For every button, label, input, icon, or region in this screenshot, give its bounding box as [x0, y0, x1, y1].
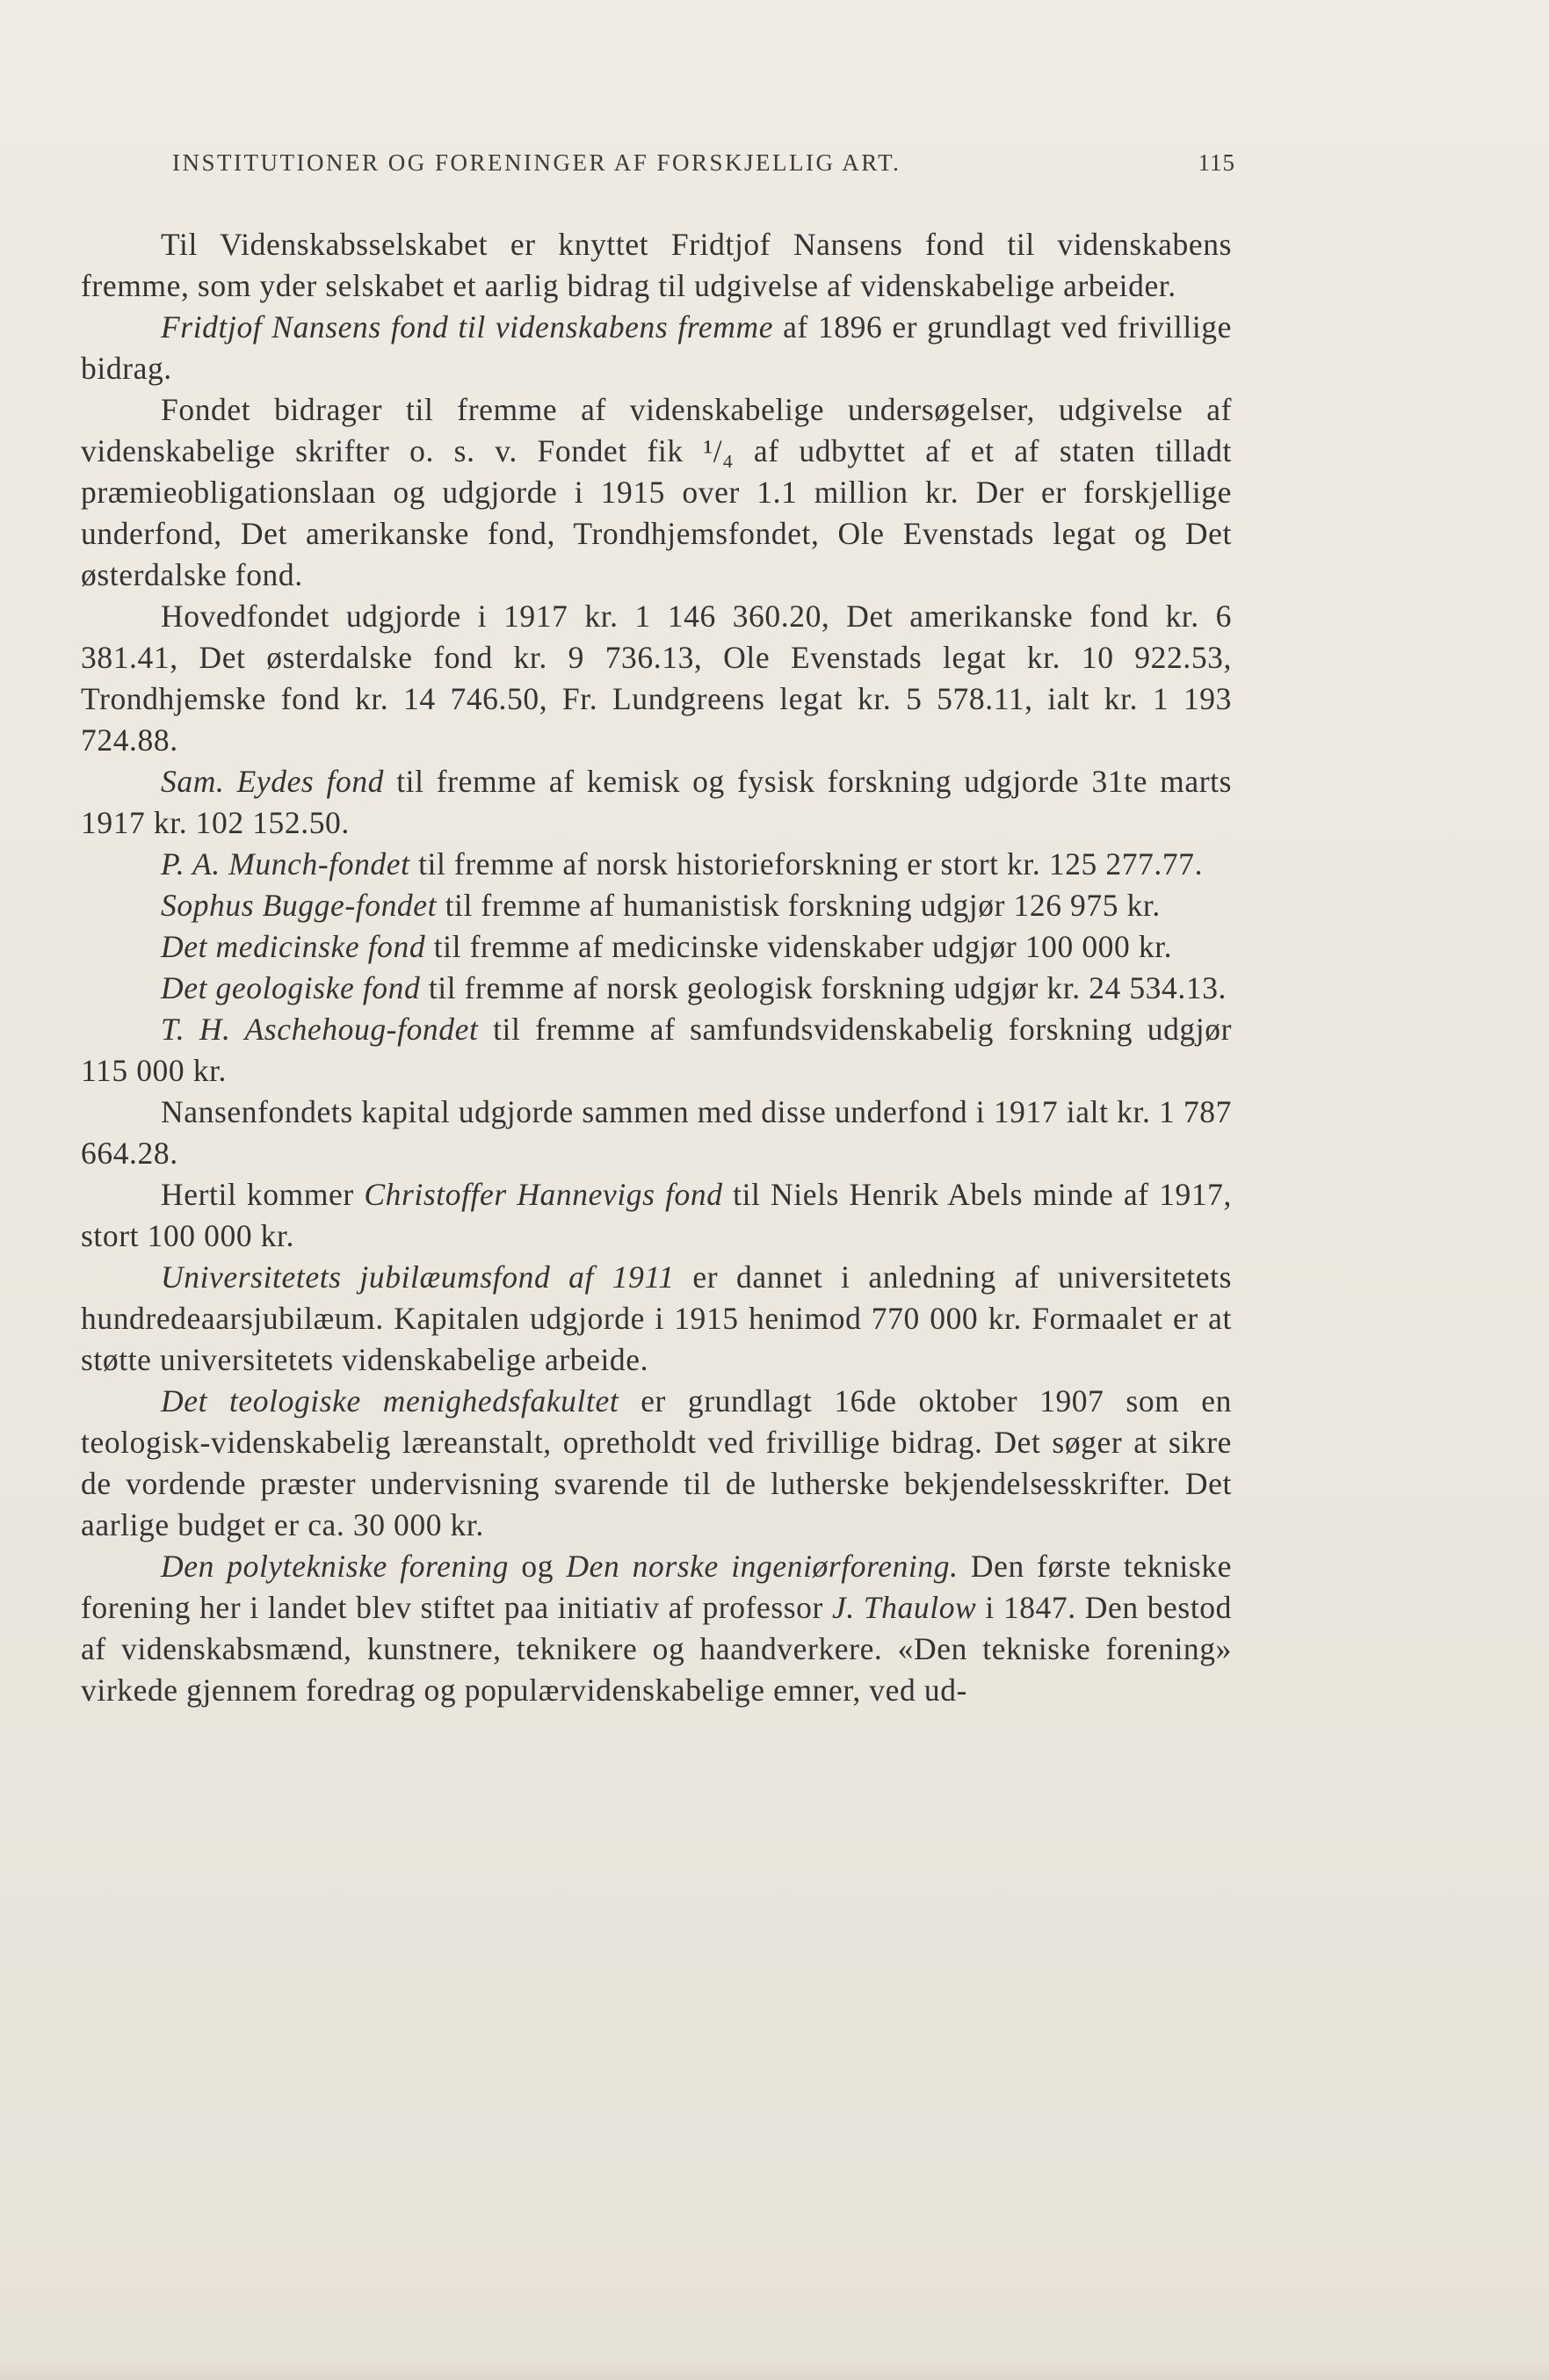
text-run: af 1896 er grundlagt ved frivillige bidrag. [81, 309, 1232, 386]
italic-text: Det teologiske menighedsfakultet [161, 1383, 619, 1419]
paragraph [81, 1009, 1232, 1092]
text-run: til fremme af norsk historieforskning er stort kr. 125 277.77. [409, 846, 1204, 882]
text-run: i 1847. Den bestod af videnskabsmænd, kunstnere, teknikere og haandverkere. «Den tekniske forening» virkede gjennem foredrag og populærvidenskabelige emner, ved ud- [81, 1590, 1232, 1708]
italic-text: Sam. Eydes fond [161, 764, 385, 799]
text-run: Nansenfondets kapital udgjorde sammen med disse underfond i 1917 ialt kr. 1 787 664.28. [81, 1094, 1232, 1171]
page-edge-shadow [0, 2361, 1549, 2380]
paragraph [81, 389, 1232, 596]
italic-text: Fridtjof Nansens fond til videnskabens fremme [161, 309, 774, 345]
italic-text: Det medicinske fond [161, 929, 426, 964]
text-run: til fremme af medicinske videnskaber udgjør 100 000 kr. [425, 929, 1173, 964]
italic-text: T. H. Aschehoug-fondet [161, 1012, 479, 1047]
paragraph [81, 885, 1232, 926]
italic-text: Christoffer Hannevigs fond [364, 1177, 723, 1212]
text-run: til fremme af samfundsvidenskabelig forskning udgjør 115 000 kr. [81, 1012, 1233, 1088]
italic-text: Universitetets jubilæumsfond af 1911 [161, 1259, 675, 1295]
italic-text: J. Thaulow [831, 1590, 977, 1625]
italic-text: Det geologiske fond [161, 970, 421, 1005]
paragraph [81, 1092, 1232, 1174]
text-run: og [509, 1549, 567, 1584]
italic-text: Den norske ingeniørforening. [566, 1549, 959, 1584]
paragraph [81, 761, 1232, 844]
paragraph [81, 1381, 1232, 1546]
running-title: INSTITUTIONER OG FORENINGER AF FORSKJELLIG ART. [172, 149, 901, 176]
text-run: Hertil kommer [161, 1177, 365, 1212]
paragraph [81, 224, 1232, 307]
italic-text: Sophus Bugge-fondet [161, 888, 438, 923]
paragraph [81, 596, 1232, 761]
italic-text: P. A. Munch-fondet [161, 846, 410, 882]
text-run: Den første tekniske forening her i landet blev stiftet paa initiativ af professor [81, 1549, 1233, 1625]
italic-text: Den polytekniske forening [161, 1549, 510, 1584]
page-header [172, 149, 1235, 185]
paragraph [81, 1546, 1232, 1711]
text-run: er dannet i anledning af universitetets hundredeaarsjubilæum. Kapitalen udgjorde i 1915 henimod 770 000 kr. Formaalet er at støtte universitetets videnskabelige arbeide. [81, 1259, 1232, 1377]
text-run: til fremme af humanistisk forskning udgjør 126 975 kr. [437, 888, 1161, 923]
paragraph [81, 844, 1232, 885]
paragraph [81, 968, 1232, 1009]
text-run: til fremme af norsk geologisk forskning udgjør kr. 24 534.13. [420, 970, 1227, 1005]
text-run: Hovedfondet udgjorde i 1917 kr. 1 146 360.20, Det amerikanske fond kr. 6 381.41, Det østerdalske fond kr. 9 736.13, Ole Evenstads legat kr. 10 922.53, Trondhjemske fond kr. 14 746.50, Fr. Lundgreens legat kr. 5 578.11, ialt kr. 1 193 724.88. [81, 599, 1232, 758]
paragraph [81, 926, 1232, 968]
paragraph [81, 1257, 1232, 1381]
body-text [81, 224, 1232, 1711]
text-run: til fremme af kemisk og fysisk forskning udgjorde 31te marts 1917 kr. 102 152.50. [81, 764, 1232, 840]
paragraph [81, 1174, 1232, 1257]
text-run: er grundlagt 16de oktober 1907 som en teologisk-videnskabelig læreanstalt, opretholdt ved frivillige bidrag. Det søger at sikre de vordende præster undervisning svarende til de lutherske bekjendelsesskrifter. Det aarlige budget er ca. 30 000 kr. [81, 1383, 1232, 1542]
text-run: Fondet bidrager til fremme af videnskabelige undersøgelser, udgivelse af videnskabelige skrifter o. s. v. Fondet fik ¹/₄ af udbyttet af et af staten tilladt præmieobligationslaan og udgjorde i 1915 over 1.1 million kr. Der er forskjellige underfond, Det amerikanske fond, Trondhjemsfondet, Ole Evenstads legat og Det østerdalske fond. [81, 392, 1232, 592]
text-run: til Niels Henrik Abels minde af 1917, stort 100 000 kr. [81, 1177, 1233, 1253]
text-run: Til Videnskabsselskabet er knyttet Fridtjof Nansens fond til videnskabens fremme, som yder selskabet et aarlig bidrag til udgivelse af videnskabelige arbeider. [81, 227, 1232, 303]
paragraph [81, 307, 1232, 389]
page-number: 115 [1198, 149, 1235, 176]
